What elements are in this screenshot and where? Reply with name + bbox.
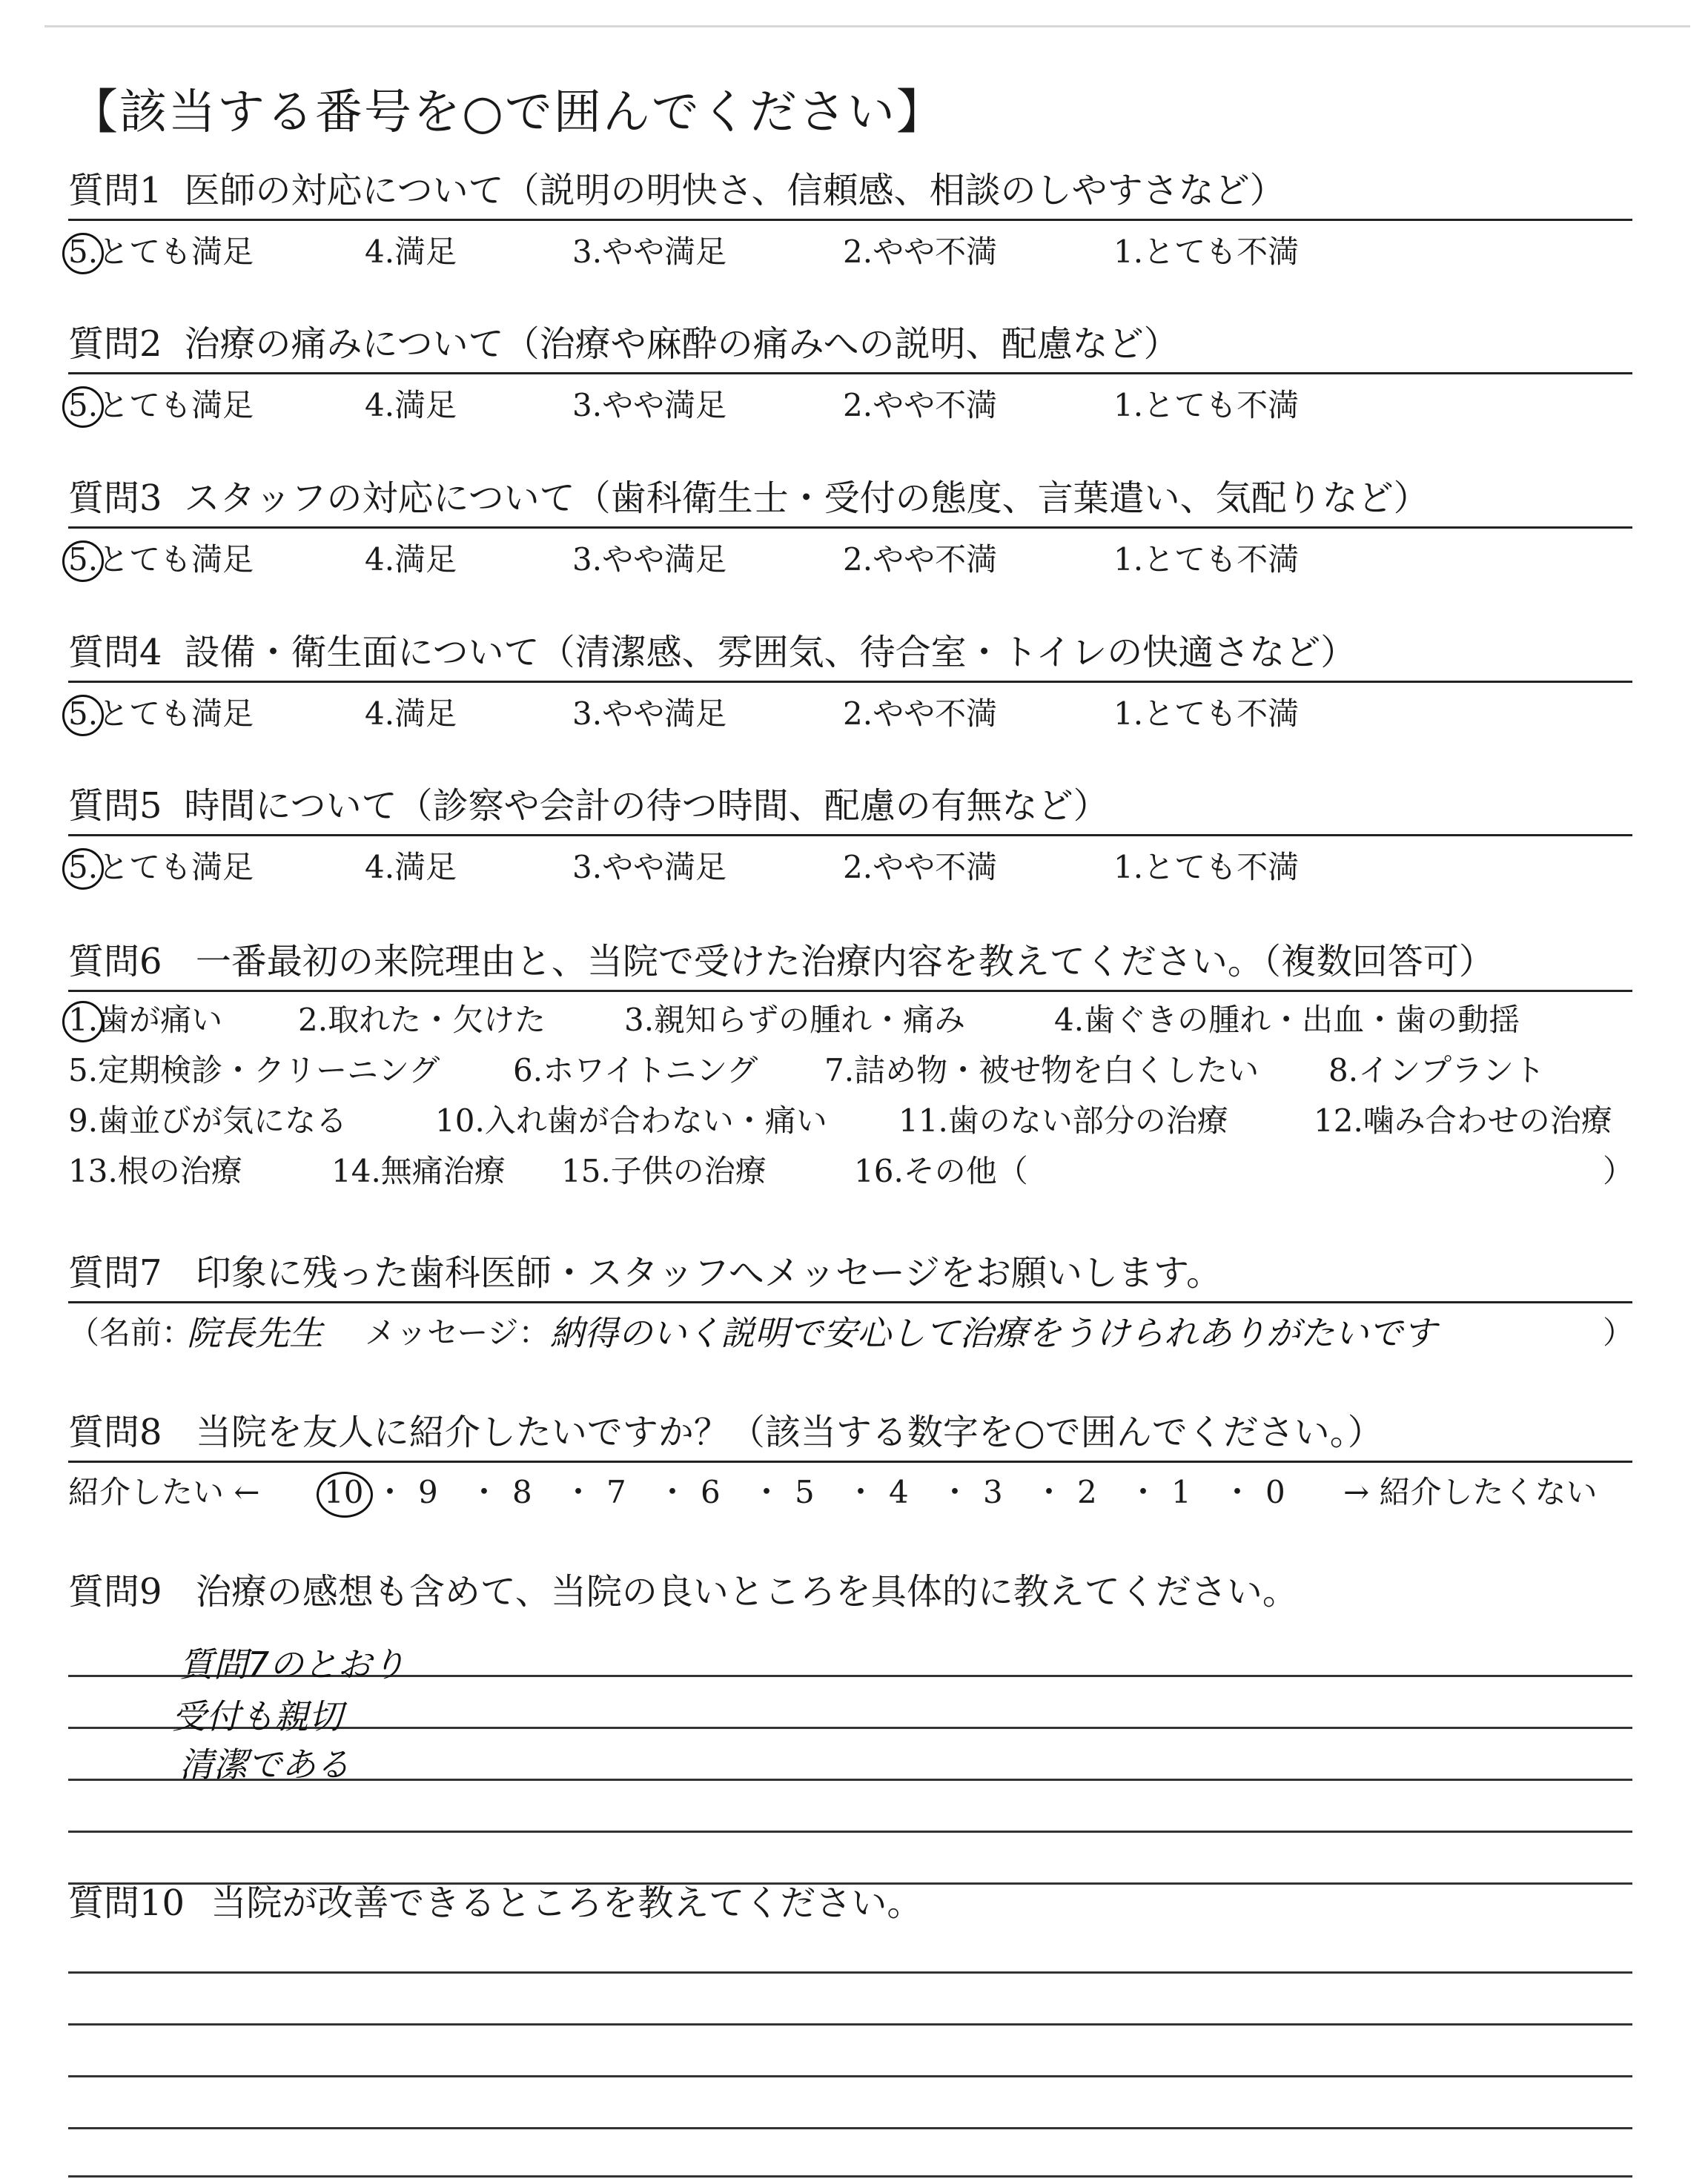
scale-number[interactable]: 0 [1265, 1474, 1285, 1510]
question-2 [68, 320, 1632, 429]
question-7 [68, 1249, 1635, 1361]
question-10 [68, 1879, 1632, 2179]
answer-line [68, 1971, 1632, 1974]
q6-option[interactable]: 16.その他（ [854, 1153, 1028, 1189]
close-paren: ） [1603, 1315, 1635, 1351]
answer-line [68, 2127, 1632, 2129]
answer-text: 清潔である [179, 1745, 350, 1785]
answer-text: 受付も親切 [172, 1696, 342, 1736]
rating-option[interactable]: 5.とても満足 [68, 234, 254, 270]
question-label: 質問10 [68, 1882, 185, 1924]
name-label: （名前： [68, 1315, 193, 1351]
scale-separator: ・ [469, 1474, 500, 1510]
scan-edge [44, 25, 1690, 27]
question-text: 時間について（診察や会計の待つ時間、配慮の有無など） [184, 785, 1109, 827]
recommend-scale [68, 1469, 1632, 1521]
question-6 [68, 938, 1635, 1204]
q6-option[interactable]: 15.子供の治療 [561, 1153, 767, 1189]
question-label: 質問9 [68, 1571, 162, 1613]
scale-number[interactable]: 8 [512, 1474, 532, 1510]
question-text: 印象に残った歯科医師・スタッフへメッセージをお願いします。 [195, 1252, 1222, 1294]
question-underline [68, 1461, 1632, 1463]
message-label: メッセージ： [365, 1315, 550, 1351]
question-3 [68, 475, 1632, 583]
question-underline [68, 219, 1632, 221]
rating-option[interactable]: 3.やや満足 [572, 695, 727, 732]
name-value: 院長先生 [187, 1313, 323, 1353]
rating-option[interactable]: 4.満足 [365, 387, 457, 423]
question-1 [68, 167, 1632, 276]
question-text: 治療の痛みについて（治療や麻酔の痛みへの説明、配慮など） [184, 323, 1179, 365]
rating-option[interactable]: 1.とても不満 [1113, 849, 1300, 885]
question-underline [68, 1301, 1632, 1303]
rating-option[interactable]: 3.やや満足 [572, 234, 727, 270]
scale-number[interactable]: 6 [701, 1474, 721, 1510]
question-label: 質問4 [68, 632, 162, 673]
question-label: 質問8 [68, 1412, 162, 1453]
rating-options [68, 690, 1632, 738]
question-underline [68, 526, 1632, 529]
scale-separator: ・ [1033, 1474, 1065, 1510]
question-text: 設備・衛生面について（清潔感、雰囲気、待合室・トイレの快適さなど） [184, 632, 1357, 673]
question-underline [68, 681, 1632, 683]
rating-option[interactable]: 4.満足 [365, 541, 457, 578]
question-8 [68, 1409, 1632, 1521]
scale-number[interactable]: 2 [1077, 1474, 1097, 1510]
question-label: 質問3 [68, 477, 162, 519]
question-underline [68, 990, 1632, 992]
q6-option[interactable]: 11.歯のない部分の治療 [898, 1102, 1228, 1139]
rating-options [68, 228, 1632, 276]
q6-option[interactable]: 14.無痛治療 [331, 1153, 506, 1189]
rating-option[interactable]: 4.満足 [365, 234, 457, 270]
scale-separator: ・ [1128, 1474, 1159, 1510]
question-text: 当院が改善できるところを教えてください。 [211, 1882, 923, 1924]
q6-option[interactable]: 4.歯ぐきの腫れ・出血・歯の動揺 [1054, 1002, 1520, 1038]
scale-separator: ・ [657, 1474, 689, 1510]
rating-option[interactable]: 2.やや不満 [843, 387, 998, 423]
question-5 [68, 782, 1632, 891]
question-underline [68, 372, 1632, 374]
q6-option[interactable]: 8.インプラント [1328, 1052, 1546, 1088]
scale-number[interactable]: 10 [324, 1474, 364, 1510]
rating-option[interactable]: 5.とても満足 [68, 387, 254, 423]
q6-option[interactable]: 12.噛み合わせの治療 [1314, 1102, 1612, 1139]
question-label: 質問5 [68, 785, 162, 827]
q6-option[interactable]: 3.親知らずの腫れ・痛み [624, 1002, 966, 1038]
q6-option[interactable]: 6.ホワイトニング [513, 1052, 758, 1088]
close-paren: ） [1603, 1153, 1635, 1189]
rating-option[interactable]: 1.とても不満 [1113, 387, 1300, 423]
scale-separator: ・ [563, 1474, 595, 1510]
rating-option[interactable]: 2.やや不満 [843, 541, 998, 578]
rating-option[interactable]: 5.とても満足 [68, 849, 254, 885]
rating-option[interactable]: 4.満足 [365, 695, 457, 732]
rating-option[interactable]: 1.とても不満 [1113, 234, 1300, 270]
question-text: 治療の感想も含めて、当院の良いところを具体的に教えてください。 [195, 1571, 1298, 1613]
rating-option[interactable]: 2.やや不満 [843, 849, 998, 885]
q6-option[interactable]: 7.詰め物・被せ物を白くしたい [824, 1052, 1260, 1088]
q6-option[interactable]: 13.根の治療 [68, 1153, 242, 1189]
rating-option[interactable]: 3.やや満足 [572, 849, 727, 885]
question-label: 質問6 [68, 941, 162, 982]
answer-line [68, 2175, 1632, 2178]
question-text: 医師の対応について（説明の明快さ、信頼感、相談のしやすさなど） [184, 170, 1285, 211]
question-underline [68, 834, 1632, 836]
answer-text: 質問7のとおり [179, 1644, 406, 1684]
question-text: 一番最初の来院理由と、当院で受けた治療内容を教えてください。（複数回答可） [195, 941, 1494, 982]
q6-option[interactable]: 2.取れた・欠けた [298, 1002, 546, 1038]
scale-separator: ・ [939, 1474, 971, 1510]
question-text: スタッフの対応について（歯科衛生士・受付の態度、言葉遣い、気配りなど） [184, 477, 1429, 519]
scale-number[interactable]: 7 [606, 1474, 626, 1510]
message-value: 納得のいく説明で安心して治療をうけられありがたいです [550, 1313, 1437, 1353]
question-label: 質問2 [68, 323, 162, 365]
scale-separator: ・ [1222, 1474, 1254, 1510]
rating-option[interactable]: 3.やや満足 [572, 387, 727, 423]
scale-number[interactable]: 3 [983, 1474, 1003, 1510]
rating-options [68, 382, 1632, 429]
answer-area [68, 1927, 1632, 2179]
answer-line [68, 2075, 1632, 2077]
q6-option[interactable]: 5.定期検診・クリーニング [68, 1052, 440, 1088]
q6-options [68, 996, 1635, 1204]
rating-option[interactable]: 1.とても不満 [1113, 541, 1300, 578]
rating-option[interactable]: 1.とても不満 [1113, 695, 1300, 732]
scale-number[interactable]: 5 [795, 1474, 815, 1510]
q6-option[interactable]: 10.入れ歯が合わない・痛い [435, 1102, 827, 1139]
question-label: 質問1 [68, 170, 162, 211]
scale-separator: ・ [845, 1474, 877, 1510]
page-title: 【該当する番号を○で囲んでください】 [70, 85, 945, 140]
question-4 [68, 629, 1632, 738]
question-text: 当院を友人に紹介したいですか？（該当する数字を○で囲んでください。） [195, 1412, 1383, 1453]
question-9 [68, 1568, 1632, 1897]
question-label: 質問7 [68, 1252, 162, 1294]
rating-option[interactable]: 5.とても満足 [68, 541, 254, 578]
rating-option[interactable]: 2.やや不満 [843, 695, 998, 732]
scale-number[interactable]: 4 [889, 1474, 909, 1510]
rating-option[interactable]: 3.やや満足 [572, 541, 727, 578]
answer-line [68, 1831, 1632, 1833]
rating-option[interactable]: 4.満足 [365, 849, 457, 885]
rating-option[interactable]: 5.とても満足 [68, 695, 254, 732]
rating-option[interactable]: 2.やや不満 [843, 234, 998, 270]
rating-options [68, 536, 1632, 583]
rating-options [68, 844, 1632, 891]
scale-separator: ・ [751, 1474, 783, 1510]
q6-option[interactable]: 9.歯並びが気になる [68, 1102, 348, 1139]
scale-right-label: → 紹介したくない [1343, 1474, 1598, 1510]
scale-separator: ・ [374, 1474, 406, 1510]
scale-number[interactable]: 1 [1171, 1474, 1191, 1510]
q6-option[interactable]: 1.歯が痛い [68, 1002, 223, 1038]
answer-line [68, 2023, 1632, 2026]
scale-left-label: 紹介したい ← [68, 1474, 260, 1510]
scale-number[interactable]: 9 [418, 1474, 438, 1510]
answer-area [68, 1616, 1632, 1897]
message-row [68, 1309, 1635, 1361]
